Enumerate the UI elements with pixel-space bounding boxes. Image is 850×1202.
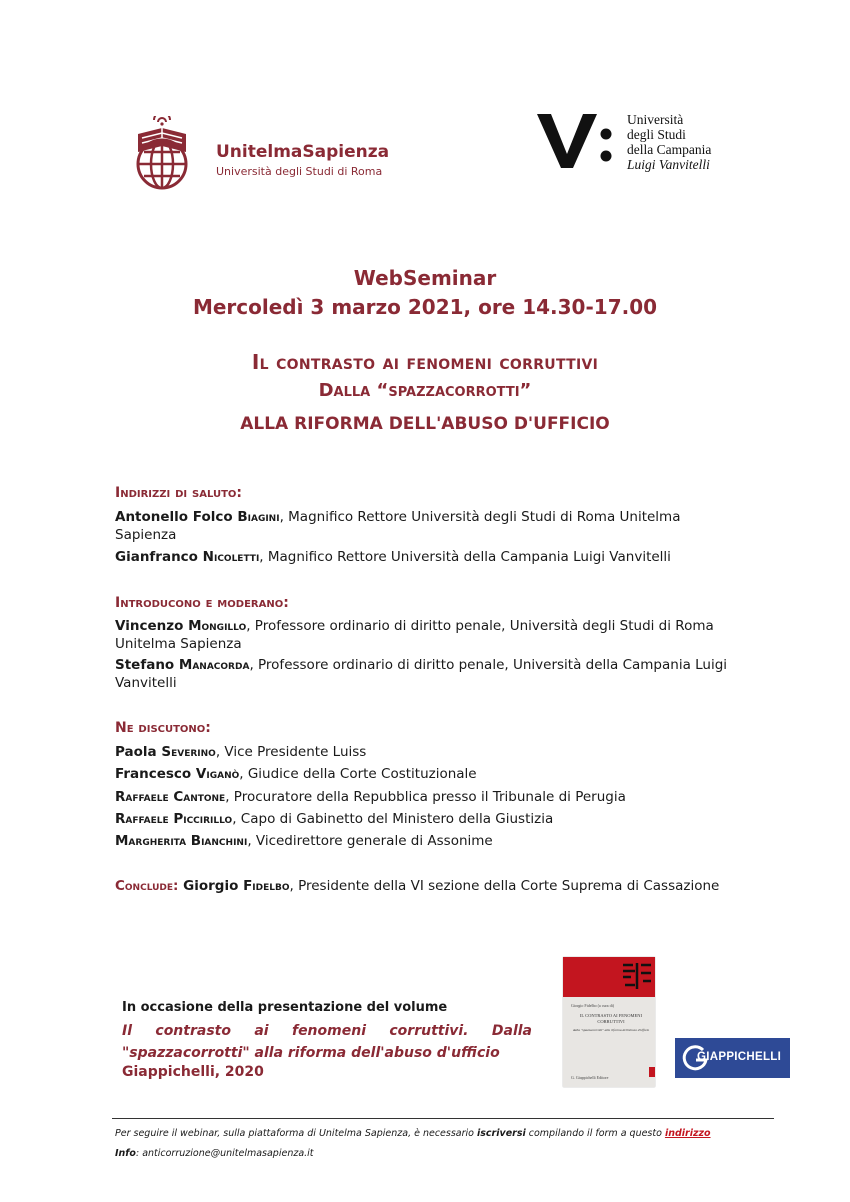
event-title-line2: Dalla “spazzacorrotti” bbox=[318, 380, 532, 401]
footer-info bbox=[115, 1148, 314, 1159]
speaker-first-name: Stefano bbox=[115, 657, 179, 673]
speaker-role: , Presidente della VI sezione della Corte Suprema di Cassazione bbox=[289, 878, 720, 894]
info-label: Info bbox=[115, 1148, 136, 1159]
unitelma-logo bbox=[132, 116, 412, 190]
book-cover bbox=[563, 957, 655, 1087]
speaker-last-name: Cantone bbox=[173, 789, 226, 805]
book-cover-publisher: G. Giappichelli Editore bbox=[571, 1075, 609, 1080]
conclude-label: Conclude bbox=[115, 878, 174, 894]
speaker-first-name: Raffaele bbox=[115, 811, 174, 827]
footer-registration bbox=[115, 1128, 711, 1139]
vanvitelli-line1: Università bbox=[627, 112, 684, 127]
footer-emphasis: iscriversi bbox=[477, 1128, 526, 1139]
event-title-line1: Il contrasto ai fenomeni corruttivi bbox=[251, 350, 599, 374]
speaker-entry bbox=[115, 832, 745, 850]
unitelma-name: UnitelmaSapienza bbox=[216, 142, 390, 162]
speaker-last-name: Nicoletti bbox=[202, 549, 260, 565]
vanvitelli-line2: degli Studi bbox=[627, 127, 686, 142]
speaker-first-name: Giorgio bbox=[183, 878, 244, 894]
unitelma-subtitle: Università degli Studi di Roma bbox=[216, 165, 383, 178]
speaker-role: , Capo di Gabinetto del Ministero della Giustizia bbox=[232, 811, 554, 827]
book-publisher: Giappichelli, 2020 bbox=[122, 1064, 264, 1080]
speaker-entry bbox=[115, 788, 745, 806]
registration-link[interactable]: indirizzo bbox=[664, 1128, 711, 1139]
event-type: WebSeminar bbox=[353, 266, 497, 290]
footer-text: Per seguire il webinar, sulla piattaforma di Unitelma Sapienza, è necessario bbox=[115, 1128, 478, 1139]
speaker-entry bbox=[115, 743, 745, 761]
book-title: Il contrasto ai fenomeni corruttivi. Dalla "spazzacorrotti" alla riforma dell'abuso d'ufficio bbox=[122, 1023, 532, 1061]
speaker-entry bbox=[115, 765, 745, 783]
speaker-role: , Giudice della Corte Costituzionale bbox=[239, 766, 477, 782]
book-cover-glyph-icon bbox=[621, 961, 653, 991]
speaker-first-name: Raffaele bbox=[115, 789, 174, 805]
speaker-role: , Vicedirettore generale di Assonime bbox=[247, 833, 493, 849]
speaker-role: , Professore ordinario di diritto penale, Università della Campania Luigi Vanvitelli bbox=[115, 657, 728, 691]
speaker-entry bbox=[115, 810, 745, 828]
book-cover-chip bbox=[649, 1067, 655, 1077]
vanvitelli-line4: Luigi Vanvitelli bbox=[627, 157, 710, 172]
speaker-first-name: Paola bbox=[115, 744, 162, 760]
speaker-last-name: Manacorda bbox=[178, 657, 250, 673]
footer-divider bbox=[112, 1118, 774, 1119]
section-heading-discutono: Ne discutono: bbox=[115, 720, 211, 736]
speaker-entry bbox=[115, 548, 745, 566]
speaker-first-name: Margherita bbox=[115, 833, 191, 849]
speaker-last-name: Biagini bbox=[237, 509, 280, 525]
vanvitelli-line3: della Campania bbox=[627, 142, 712, 157]
speaker-entry bbox=[115, 617, 745, 653]
vanvitelli-mark-icon bbox=[535, 110, 615, 170]
speaker-last-name: Severino bbox=[161, 744, 216, 760]
event-date: Mercoledì 3 marzo 2021, ore 14.30-17.00 bbox=[192, 295, 658, 319]
section-heading-moderano: Introducono e moderano: bbox=[115, 595, 289, 611]
vanvitelli-logo bbox=[535, 110, 755, 180]
giappichelli-logo bbox=[675, 1038, 790, 1078]
speaker-last-name: Piccirillo bbox=[173, 811, 233, 827]
conclude-entry bbox=[115, 878, 719, 894]
speaker-role: , Magnifico Rettore Università degli Studi di Roma Unitelma Sapienza bbox=[115, 509, 681, 543]
speaker-first-name: Vincenzo bbox=[115, 618, 189, 634]
conclude-colon: : bbox=[173, 878, 184, 894]
speaker-first-name: Gianfranco bbox=[115, 549, 203, 565]
section-heading-saluto: Indirizzi di saluto: bbox=[115, 485, 243, 501]
globe-book-icon bbox=[132, 116, 192, 190]
speaker-last-name: Fidelbo bbox=[243, 878, 290, 894]
speaker-role: , Magnifico Rettore Università della Campania Luigi Vanvitelli bbox=[259, 549, 671, 565]
speaker-last-name: Bianchini bbox=[190, 833, 248, 849]
giappichelli-name: GIAPPICHELLI bbox=[697, 1051, 782, 1063]
speaker-entry bbox=[115, 656, 745, 692]
event-title-line3: ALLA RIFORMA DELL'ABUSO D'UFFICIO bbox=[240, 414, 610, 434]
speaker-entry bbox=[115, 508, 745, 544]
speaker-first-name: Antonello Folco bbox=[115, 509, 238, 525]
footer-text: compilando il form a questo bbox=[525, 1128, 665, 1139]
speaker-last-name: Mongillo bbox=[188, 618, 247, 634]
book-cover-title: IL CONTRASTO AI FENOMENI CORRUTTIVI bbox=[579, 1013, 643, 1024]
speaker-role: , Professore ordinario di diritto penale, Università degli Studi di Roma Unitelma Sapienza bbox=[115, 618, 714, 652]
book-intro: In occasione della presentazione del volume bbox=[122, 1000, 448, 1015]
speaker-last-name: Viganò bbox=[195, 766, 240, 782]
speaker-role: , Vice Presidente Luiss bbox=[215, 744, 367, 760]
book-cover-author: Giorgio Fidelbo (a cura di) bbox=[571, 1003, 615, 1008]
book-cover-subtitle: dalla "spazzacorrotti" alla riforma dell'abuso d'ufficio bbox=[572, 1028, 650, 1032]
info-email[interactable]: : anticorruzione@unitelmasapienza.it bbox=[135, 1148, 314, 1159]
speaker-first-name: Francesco bbox=[115, 766, 196, 782]
speaker-role: , Procuratore della Repubblica presso il Tribunale di Perugia bbox=[225, 789, 626, 805]
